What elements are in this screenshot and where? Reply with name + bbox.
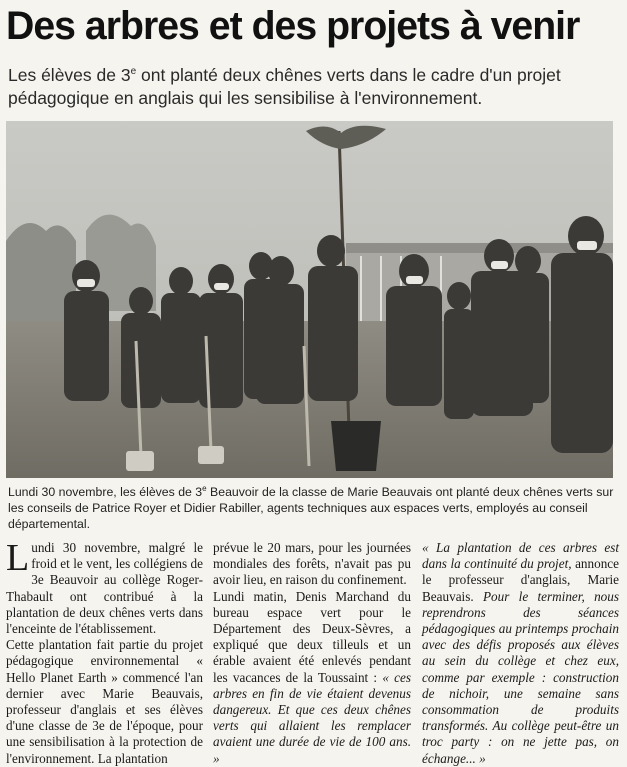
photo-illustration [6,121,613,478]
article-column-3 [422,540,619,766]
article-photo [6,121,613,478]
column-2-paragraph-2-text: Lundi matin, Denis Marchand du bureau espace vert pour le Département des Deux-Sèvres, a expliqué que deux tilleuls et un érable avaient été enlevés pendant les vacances de la Toussaint : [213,588,411,685]
column-3-quote-end: Pour le terminer, nous reprendrons des séances pédagogiques au printemps prochain avec des défis proposés aux élèves au sein du collège et chez eux, comme par exemple : construction de nichoir, une semaine sans consommation de produits transformés. Au collège peut-être un troc party : on ne jette pas, on échange... » [422,588,619,766]
column-2-paragraph-1: prévue le 20 mars, pour les journées mondiales des forêts, n'avait pas pu avoir lieu, en raison du confinement. [213,540,411,588]
photo-caption [8,481,618,532]
column-2-paragraph-2 [213,589,411,767]
lede-text-start: Les élèves de 3 [8,64,131,85]
article-headline: Des arbres et des projets à venir [6,4,580,48]
lede-text-end: ont planté deux chênes verts dans le cadre d'un projet pédagogique en anglais qui les sensibilise à l'environnement. [8,64,561,108]
caption-text-end: Beauvoir de la classe de Marie Beauvais ont planté deux chênes verts sur les conseils de Patrice Royer et Didier Rabiller, agents techniques aux espaces verts, employés au conseil départemental. [8,485,614,532]
column-3-quote-start: « La plantation de ces arbres est dans la continuité du projet, [422,540,619,572]
article-column-2 [213,540,411,766]
column-1-paragraph-1-text: undi 30 novembre, malgré le froid et le vent, les collégiens de 3e Beauvoir au collège Roger-Thabault ont contribué à la plantation de deux chênes verts dans l'enceinte de l'établissement. [6,540,203,637]
column-1-paragraph-2: Cette plantation fait partie du projet pédagogique environnemental « Hello Planet Earth » commencé l'an dernier avec Marie Beauvais, professeur d'anglais et ses élèves d'une classe de 3e de l'époque, pour une sensibilisation à la protection de l'environnement. La plantation [6,637,203,766]
caption-text-start: Lundi 30 novembre, les élèves de 3 [8,485,203,500]
column-3-attribution: annonce le professeur d'anglais, Marie Beauvais. [422,556,619,604]
column-2-quote: « ces arbres en fin de vie étaient devenus dangereux. Et que ces deux chênes verts qui allaient les remplacer avaient une durée de vie de 100 ans. » [213,669,411,766]
column-1-paragraph-1 [6,537,203,637]
caption-superscript: e [202,484,207,493]
column-3-paragraph-1 [422,540,619,767]
article-column-1 [6,537,203,766]
drop-cap: L [6,537,30,579]
lede-superscript: e [130,66,137,77]
article-lede [8,60,620,110]
